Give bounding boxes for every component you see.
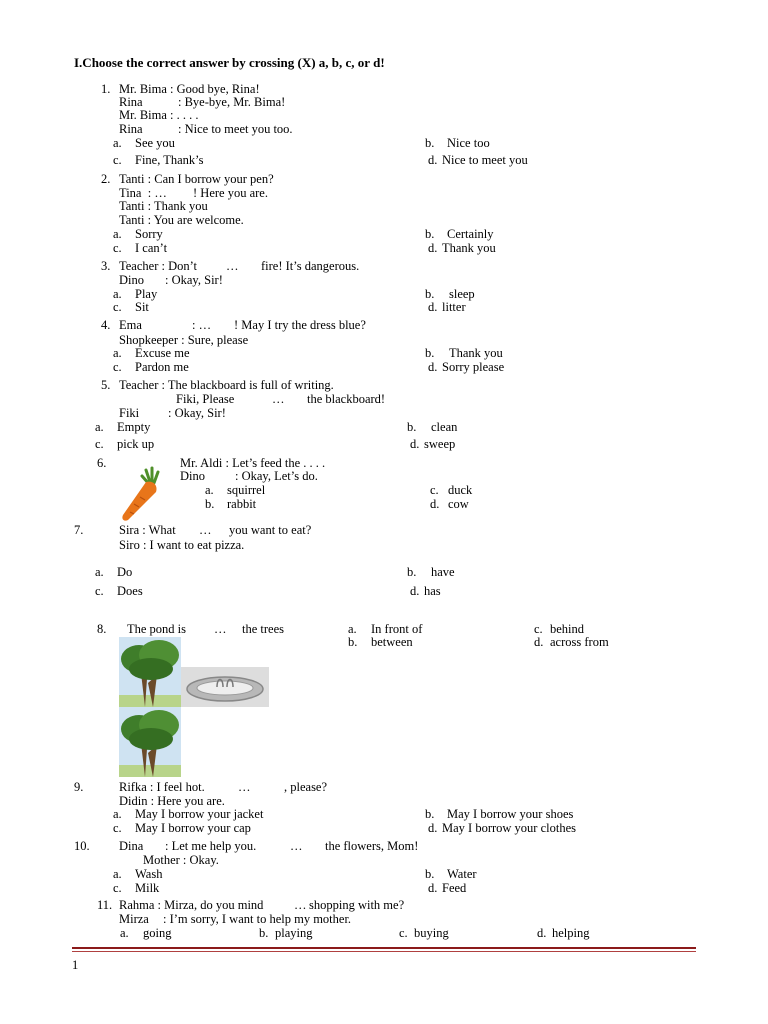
dialogue-line: : Let me help you. bbox=[165, 839, 257, 853]
option-b[interactable]: have bbox=[431, 565, 455, 579]
dialogue-line: Fiki bbox=[119, 406, 140, 420]
option-a-letter[interactable]: a. bbox=[95, 565, 104, 579]
option-b-letter[interactable]: b. bbox=[205, 497, 215, 511]
blank: … bbox=[214, 622, 227, 636]
option-b[interactable]: Nice too bbox=[447, 136, 490, 150]
question-number: 4. bbox=[101, 318, 111, 332]
option-d-letter[interactable]: d. bbox=[430, 497, 440, 511]
dialogue-line: : Okay, Sir! bbox=[165, 273, 223, 287]
option-b[interactable]: Water bbox=[447, 867, 477, 881]
question-number: 11. bbox=[97, 898, 113, 912]
option-b-letter[interactable]: b. bbox=[407, 565, 417, 579]
option-d[interactable]: cow bbox=[448, 497, 469, 511]
option-c-letter[interactable]: c. bbox=[95, 437, 104, 451]
option-a-letter[interactable]: a. bbox=[95, 420, 104, 434]
dialogue-line: Tina : … bbox=[119, 186, 167, 200]
option-a[interactable]: Play bbox=[135, 287, 158, 301]
blank: … bbox=[238, 780, 251, 794]
option-d-letter[interactable]: d. bbox=[410, 437, 420, 451]
dialogue-line: you want to eat? bbox=[229, 523, 312, 537]
option-c[interactable]: May I borrow your cap bbox=[135, 821, 251, 835]
dialogue-line: Teacher : Don’t bbox=[119, 259, 198, 273]
blank: … bbox=[294, 898, 307, 912]
question-number: 10. bbox=[74, 839, 90, 853]
option-c[interactable]: duck bbox=[448, 483, 473, 497]
dialogue-line: Tanti : You are welcome. bbox=[119, 213, 244, 227]
dialogue-line: Mr. Aldi : Let’s feed the . . . . bbox=[180, 456, 326, 470]
option-c[interactable]: I can’t bbox=[135, 241, 168, 255]
footer-rule bbox=[72, 947, 696, 949]
dialogue-line: the trees bbox=[242, 622, 284, 636]
option-a[interactable]: May I borrow your jacket bbox=[135, 807, 264, 821]
dialogue-line: Fiki, Please bbox=[176, 392, 235, 406]
dialogue-line: shopping with me? bbox=[309, 898, 405, 912]
option-b-letter[interactable]: b. bbox=[425, 136, 435, 150]
dialogue-line: Dino bbox=[180, 469, 205, 483]
blank: … bbox=[226, 259, 239, 273]
option-b[interactable]: between bbox=[371, 635, 413, 649]
option-b-letter[interactable]: b. bbox=[425, 807, 435, 821]
pond-image bbox=[181, 667, 269, 707]
option-c-letter[interactable]: c. bbox=[113, 300, 122, 314]
question-number: 9. bbox=[74, 780, 84, 794]
option-c[interactable]: Fine, Thank’s bbox=[135, 153, 204, 167]
option-d-letter[interactable]: d. bbox=[428, 153, 438, 167]
question-number: 7. bbox=[74, 523, 84, 537]
dialogue-line: , please? bbox=[284, 780, 328, 794]
option-c-letter[interactable]: c. bbox=[95, 584, 104, 598]
option-d[interactable]: Feed bbox=[442, 881, 467, 895]
option-a-letter[interactable]: a. bbox=[113, 346, 122, 360]
option-d-letter[interactable]: d. bbox=[534, 635, 544, 649]
option-d-letter[interactable]: d. bbox=[428, 881, 438, 895]
option-d[interactable]: has bbox=[424, 584, 441, 598]
dialogue-line: Didin : Here you are. bbox=[119, 794, 225, 808]
option-d[interactable]: helping bbox=[552, 926, 590, 940]
option-b[interactable]: rabbit bbox=[227, 497, 257, 511]
option-d[interactable]: sweep bbox=[424, 437, 456, 451]
option-d-letter[interactable]: d. bbox=[428, 241, 438, 255]
blank: … bbox=[290, 839, 303, 853]
option-c[interactable]: buying bbox=[414, 926, 449, 940]
dialogue-line: Mr. Bima : . . . . bbox=[119, 108, 199, 122]
option-a[interactable]: See you bbox=[135, 136, 175, 150]
option-a[interactable]: Wash bbox=[135, 867, 163, 881]
option-d-letter[interactable]: d. bbox=[410, 584, 420, 598]
page-number: 1 bbox=[72, 958, 79, 972]
option-c[interactable]: pick up bbox=[117, 437, 155, 451]
option-c[interactable]: Pardon me bbox=[135, 360, 189, 374]
option-c-letter[interactable]: c. bbox=[113, 153, 122, 167]
question-number: 8. bbox=[97, 622, 107, 636]
option-c-letter[interactable]: c. bbox=[113, 881, 122, 895]
option-a[interactable]: going bbox=[143, 926, 172, 940]
tree-image bbox=[119, 707, 181, 777]
dialogue-line: : I’m sorry, I want to help my mother. bbox=[163, 912, 352, 926]
option-a[interactable]: Empty bbox=[117, 420, 151, 434]
option-d[interactable]: litter bbox=[442, 300, 466, 314]
dialogue-line: Ema bbox=[119, 318, 142, 332]
question-number: 6. bbox=[97, 456, 107, 470]
dialogue-line: Rahma : Mirza, do you mind bbox=[119, 898, 264, 912]
option-c-letter[interactable]: c. bbox=[113, 360, 122, 374]
carrot-icon bbox=[116, 464, 168, 524]
option-d[interactable]: Thank you bbox=[442, 241, 496, 255]
option-c[interactable]: behind bbox=[550, 622, 585, 636]
dialogue-line: Tanti : Thank you bbox=[119, 199, 208, 213]
dialogue-line: : Okay, Let’s do. bbox=[235, 469, 318, 483]
option-b[interactable]: May I borrow your shoes bbox=[447, 807, 574, 821]
page-title: I.Choose the correct answer by crossing (X) a, b, c, or d! bbox=[74, 55, 385, 70]
dialogue-line: : Bye-bye, Mr. Bima! bbox=[178, 95, 286, 109]
option-c-letter[interactable]: c. bbox=[399, 926, 408, 940]
dialogue-line: ! May I try the dress blue? bbox=[234, 318, 366, 332]
option-c[interactable]: Does bbox=[117, 584, 143, 598]
dialogue-line: Mirza bbox=[119, 912, 149, 926]
option-d-letter[interactable]: d. bbox=[428, 300, 438, 314]
dialogue-line: fire! It’s dangerous. bbox=[261, 259, 360, 273]
option-c-letter[interactable]: c. bbox=[534, 622, 543, 636]
option-a[interactable]: Excuse me bbox=[135, 346, 190, 360]
option-d-letter[interactable]: d. bbox=[537, 926, 547, 940]
dialogue-line: Mr. Bima : Good bye, Rina! bbox=[119, 82, 260, 96]
dialogue-line: the flowers, Mom! bbox=[325, 839, 419, 853]
dialogue-line: the blackboard! bbox=[307, 392, 386, 406]
option-b[interactable]: sleep bbox=[449, 287, 475, 301]
option-b-letter[interactable]: b. bbox=[348, 635, 358, 649]
option-d-letter[interactable]: d. bbox=[428, 821, 438, 835]
option-a-letter[interactable]: a. bbox=[120, 926, 129, 940]
dialogue-line: Rina bbox=[119, 95, 143, 109]
question-number: 3. bbox=[101, 259, 111, 273]
option-a-letter[interactable]: a. bbox=[205, 483, 214, 497]
question-number: 2. bbox=[101, 172, 111, 186]
dialogue-line: Shopkeeper : Sure, please bbox=[119, 333, 249, 347]
footer-rule-thin bbox=[72, 951, 696, 952]
tree-image bbox=[119, 637, 181, 707]
option-d[interactable]: Nice to meet you bbox=[442, 153, 528, 167]
option-a-letter[interactable]: a. bbox=[113, 136, 122, 150]
option-b[interactable]: playing bbox=[275, 926, 313, 940]
option-b[interactable]: Certainly bbox=[447, 227, 494, 241]
dialogue-line: ! Here you are. bbox=[193, 186, 268, 200]
option-c-letter[interactable]: c. bbox=[113, 821, 122, 835]
option-a[interactable]: Do bbox=[117, 565, 133, 579]
option-b-letter[interactable]: b. bbox=[425, 227, 435, 241]
option-d[interactable]: Sorry please bbox=[442, 360, 505, 374]
dialogue-line: Dino bbox=[119, 273, 144, 287]
option-b-letter[interactable]: b. bbox=[259, 926, 269, 940]
blank: … bbox=[199, 523, 212, 537]
option-b-letter[interactable]: b. bbox=[425, 346, 435, 360]
question-number: 5. bbox=[101, 378, 111, 392]
option-a-letter[interactable]: a. bbox=[113, 227, 122, 241]
option-a-letter[interactable]: a. bbox=[113, 287, 122, 301]
option-c[interactable]: Sit bbox=[135, 300, 149, 314]
option-c-letter[interactable]: c. bbox=[113, 241, 122, 255]
dialogue-line: Tanti : Can I borrow your pen? bbox=[119, 172, 274, 186]
dialogue-line: Siro : I want to eat pizza. bbox=[119, 538, 245, 552]
dialogue-line: Rina bbox=[119, 122, 143, 136]
dialogue-line: Rifka : I feel hot. bbox=[119, 780, 205, 794]
option-a[interactable]: In front of bbox=[371, 622, 423, 636]
option-a-letter[interactable]: a. bbox=[113, 867, 122, 881]
option-b-letter[interactable]: b. bbox=[407, 420, 417, 434]
option-b[interactable]: Thank you bbox=[449, 346, 503, 360]
question-number: 1. bbox=[101, 82, 111, 96]
dialogue-line: : … bbox=[192, 318, 212, 332]
option-a[interactable]: squirrel bbox=[227, 483, 266, 497]
option-d-letter[interactable]: d. bbox=[428, 360, 438, 374]
option-c-letter[interactable]: c. bbox=[430, 483, 439, 497]
blank: … bbox=[272, 392, 285, 406]
dialogue-line: The pond is bbox=[127, 622, 187, 636]
option-b-letter[interactable]: b. bbox=[425, 287, 435, 301]
option-d[interactable]: across from bbox=[550, 635, 609, 649]
dialogue-line: Mother : Okay. bbox=[143, 853, 219, 867]
option-b-letter[interactable]: b. bbox=[425, 867, 435, 881]
dialogue-line: Sira : What bbox=[119, 523, 176, 537]
option-a-letter[interactable]: a. bbox=[113, 807, 122, 821]
dialogue-line: Teacher : The blackboard is full of writing. bbox=[119, 378, 334, 392]
option-a[interactable]: Sorry bbox=[135, 227, 163, 241]
dialogue-line: Dina bbox=[119, 839, 144, 853]
dialogue-line: : Okay, Sir! bbox=[168, 406, 226, 420]
option-b[interactable]: clean bbox=[431, 420, 458, 434]
option-a-letter[interactable]: a. bbox=[348, 622, 357, 636]
dialogue-line: : Nice to meet you too. bbox=[178, 122, 293, 136]
option-d[interactable]: May I borrow your clothes bbox=[442, 821, 576, 835]
option-c[interactable]: Milk bbox=[135, 881, 160, 895]
